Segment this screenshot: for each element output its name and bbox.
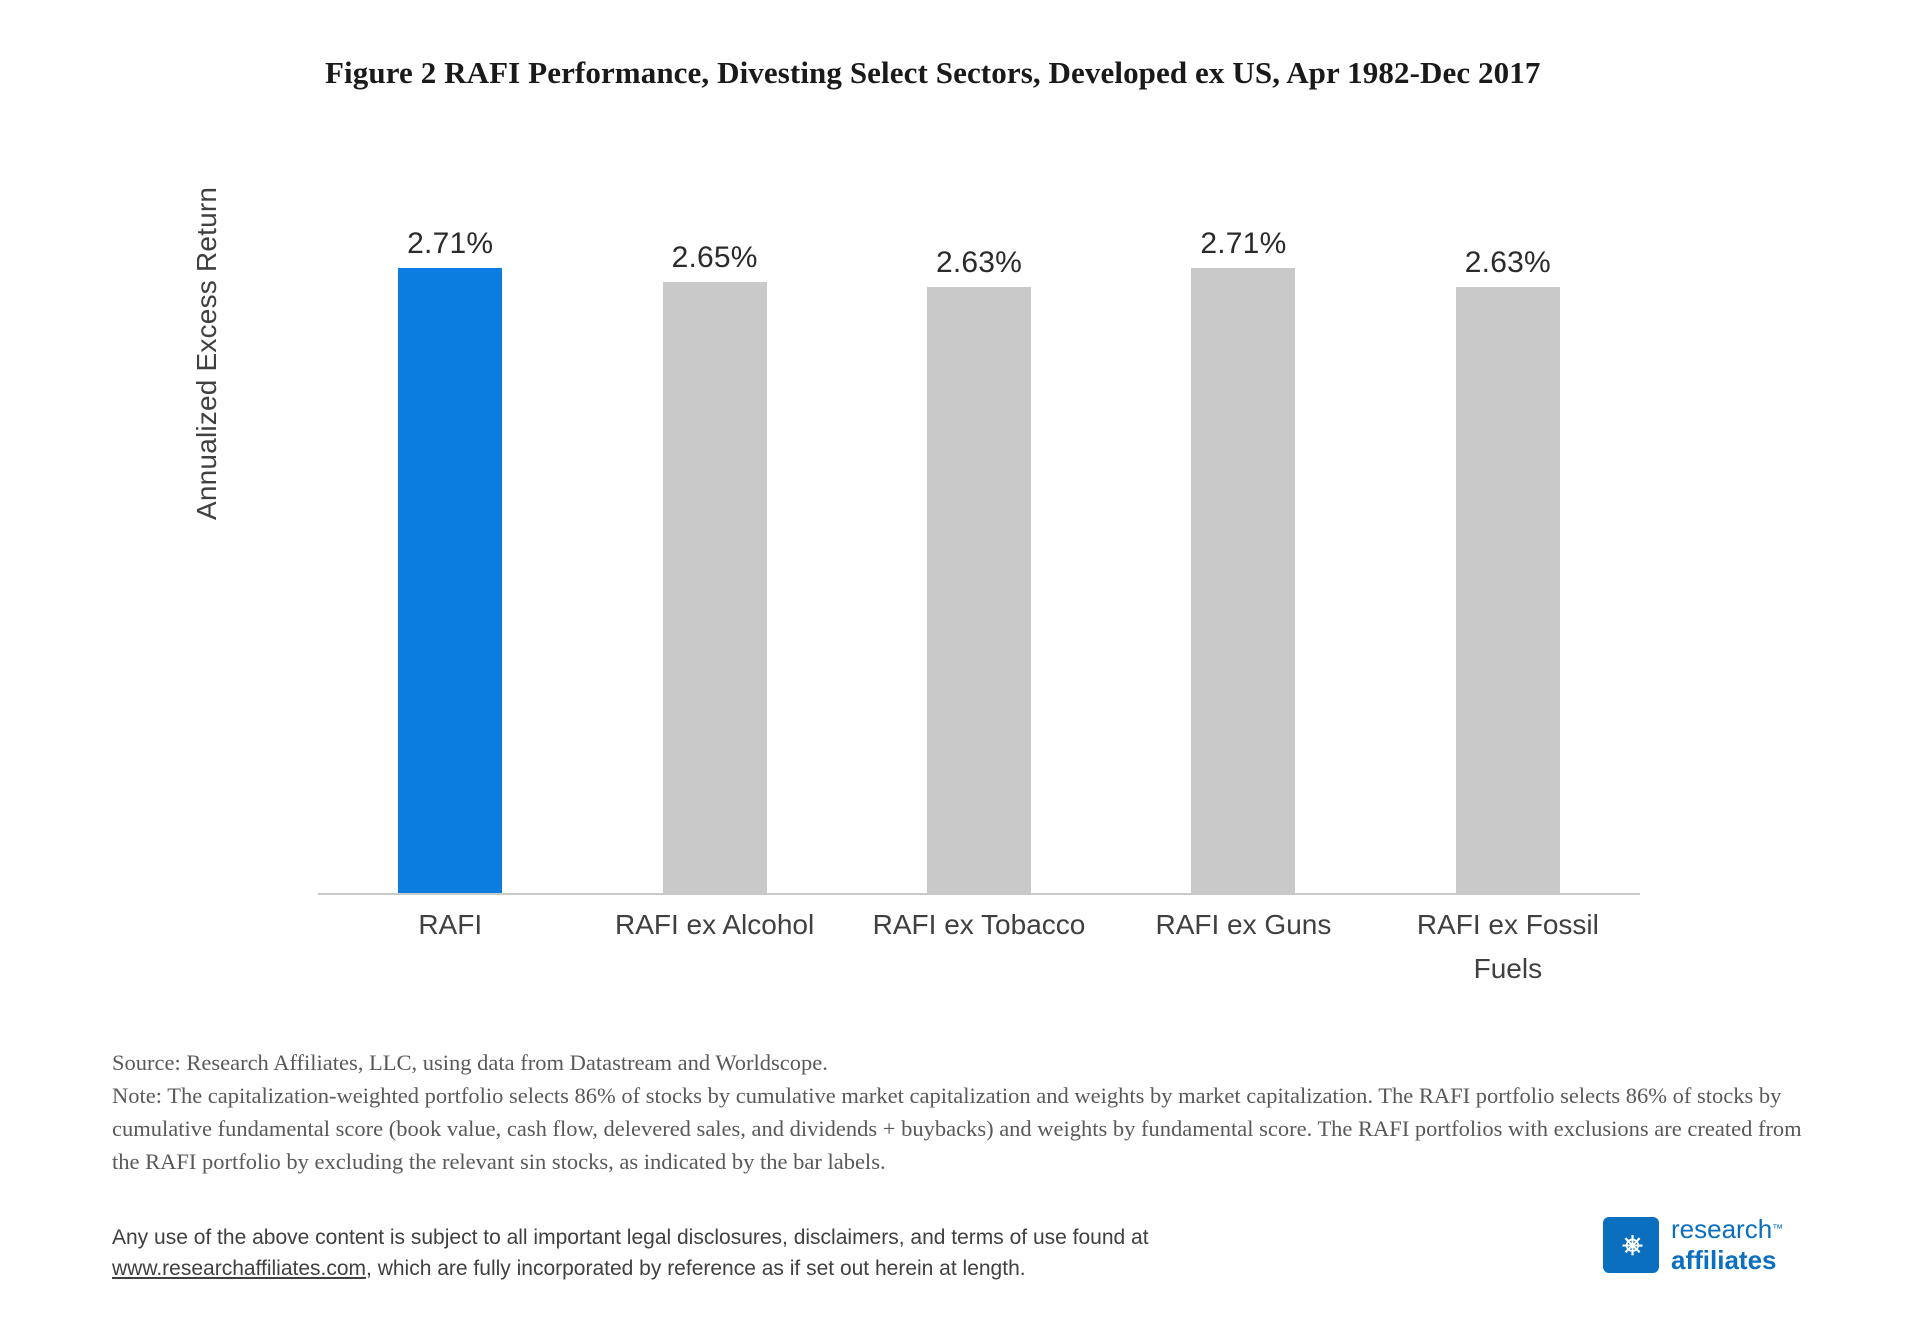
- bar-value-label: 2.71%: [1200, 227, 1287, 260]
- research-affiliates-mark-icon: [1603, 1217, 1659, 1273]
- bar-value-label: 2.63%: [935, 246, 1023, 279]
- research-affiliates-logo: [1603, 1216, 1783, 1273]
- plot-area: [318, 175, 1640, 895]
- y-axis-label: Annualized Excess Return: [191, 186, 222, 520]
- x-axis-tick-label: RAFI ex Tobacco: [872, 909, 1086, 940]
- disclaimer-line-2: , which are fully incorporated by reference as if set out herein at length.: [366, 1257, 1026, 1280]
- bar-value-label: 2.63%: [1464, 246, 1551, 279]
- bar-group-rafi-ex-alcohol: [582, 175, 846, 893]
- page-title: Figure 2 RAFI Performance, Divesting Select Sectors, Developed ex US, Apr 1982-Dec 2017: [325, 55, 1541, 90]
- logo-text-line-2: affiliates: [1671, 1245, 1777, 1275]
- methodology-note: Note: The capitalization-weighted portfolio selects 86% of stocks by cumulative market capitalization and weights by market capitalization. The RAFI portfolio selects 86% of stocks by cumulative fundamental score (book value, cash flow, delevered sales, and dividends + buybacks) and weights by fundamental score. The RAFI portfolios with exclusions are created from the RAFI portfolio by excluding the relevant sin stocks, as indicated by the bar labels.: [112, 1083, 1802, 1174]
- bar-group-rafi-ex-guns: [1111, 175, 1375, 893]
- logo-text-line-1: research: [1671, 1214, 1773, 1244]
- bar-rafi-ex-guns[interactable]: [1191, 268, 1295, 893]
- research-affiliates-link[interactable]: www.researchaffiliates.com: [112, 1257, 367, 1280]
- x-axis-labels: [318, 903, 1640, 991]
- bar-value-label: 2.65%: [671, 241, 758, 274]
- logo-glyph: ⎈: [1622, 1228, 1640, 1259]
- legal-disclaimer: [112, 1222, 1592, 1284]
- bar-rafi-ex-fossil-fuels[interactable]: [1456, 287, 1560, 893]
- x-axis-tick-label: RAFI ex Guns: [1155, 909, 1332, 940]
- x-axis-tick-label: RAFI ex Fossil Fuels: [1416, 909, 1599, 984]
- bar-group-rafi-ex-fossil-fuels: [1376, 175, 1640, 893]
- bar-value-label: 2.71%: [407, 227, 494, 260]
- logo-trademark: ™: [1772, 1223, 1784, 1235]
- source-note: Source: Research Affiliates, LLC, using data from Datastream and Worldscope.: [112, 1050, 828, 1075]
- logo-wordmark: [1671, 1216, 1783, 1273]
- bar-rafi[interactable]: [398, 268, 502, 893]
- bar-group-rafi: [318, 175, 582, 893]
- bar-rafi-ex-tobacco[interactable]: [927, 287, 1031, 893]
- bar-rafi-ex-alcohol[interactable]: [663, 282, 767, 893]
- disclaimer-line-1: Any use of the above content is subject to all important legal disclosures, disclaimers, and terms of use found at: [112, 1226, 1149, 1249]
- bar-group-rafi-ex-tobacco: [847, 175, 1111, 893]
- x-axis-tick-label: RAFI: [418, 909, 483, 940]
- figure-notes: [112, 1046, 1822, 1178]
- x-axis-tick-label: RAFI ex Alcohol: [615, 909, 815, 940]
- bar-chart: [191, 175, 1640, 915]
